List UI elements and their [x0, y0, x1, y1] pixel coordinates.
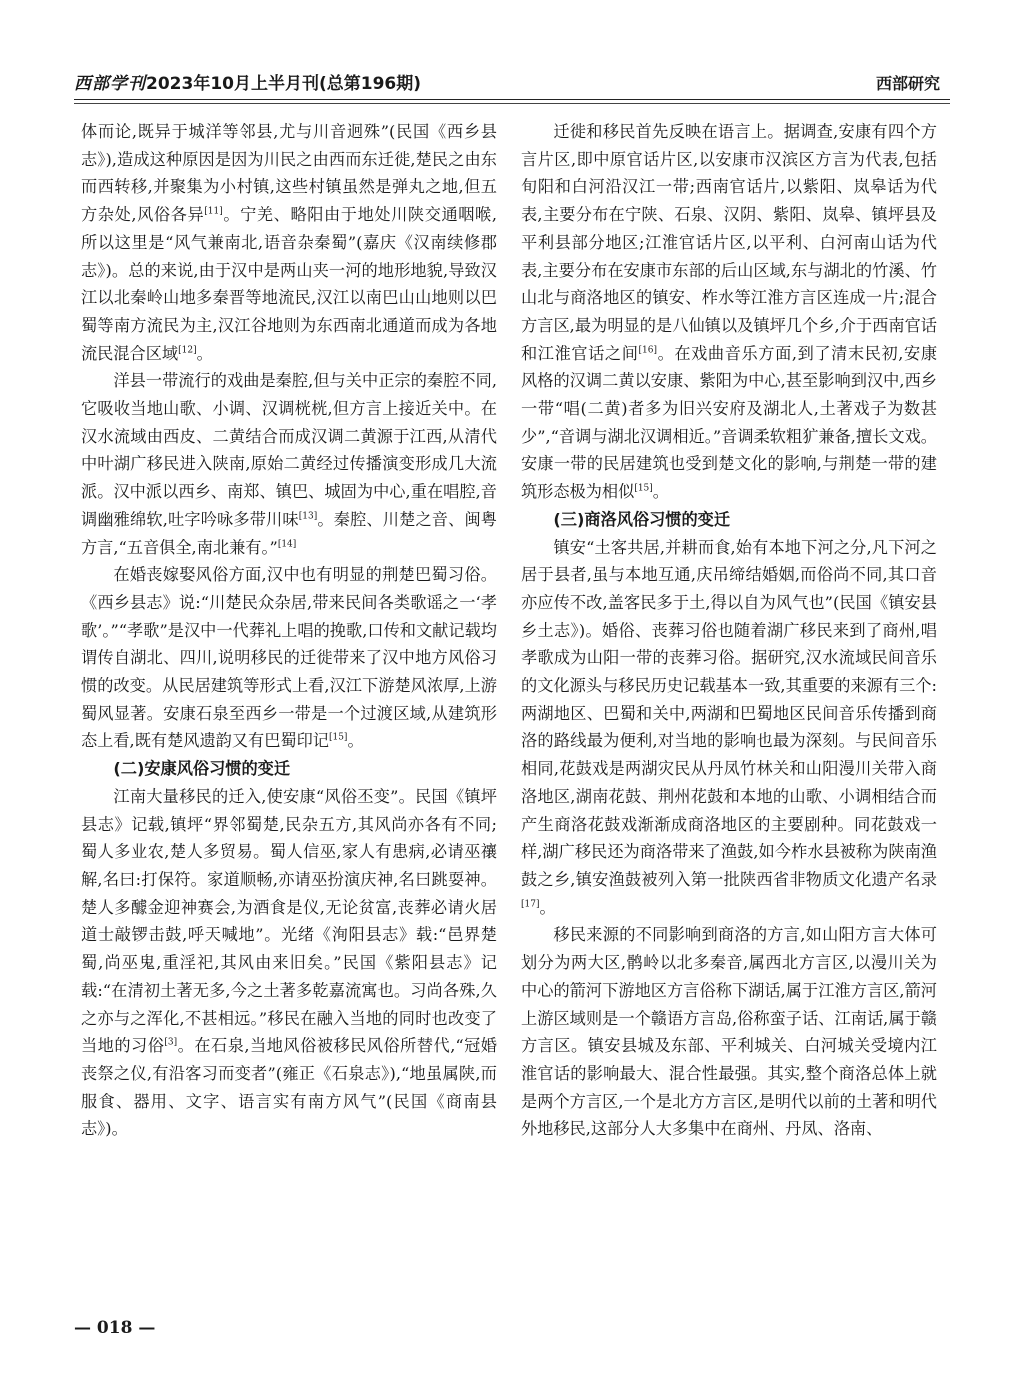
- paragraph: 迁徙和移民首先反映在语言上。据调查,安康有四个方言片区,即中原官话片区,以安康市汉滨区方言为代表,包括旬阳和白河沿汉江一带;西南官话片,以紫阳、岚皋话为代表,主要分布在宁陕、石泉、汉阴、紫阳、岚皋、镇坪县及平利县部分地区;江淮官话片区,以平利、白河南山话为代表,主要分布在安康市东部的后山区域,东与湖北的竹溪、竹山北与商洛地区的镇安、柞水等江淮方言区连成一片;混合方言区,最为明显的是八仙镇以及镇坪几个乡,介于西南官话和江淮官话之间[16]。在戏曲音乐方面,到了清末民初,安康风格的汉调二黄以安康、紫阳为中心,甚至影响到汉中,西乡一带“唱(二黄)者多为旧兴安府及湖北人,土著戏子为数甚少”,“音调与湖北汉调相近。”音调柔软粗犷兼备,擅长文戏。安康一带的民居建筑也受到楚文化的影响,与荆楚一带的建筑形态极为相似[15]。: [521, 122, 938, 502]
- page-number: — 018 —: [74, 1318, 156, 1338]
- paragraph: 体而论,既异于城洋等邻县,尤与川音迥殊”(民国《西乡县志》),造成这种原因是因为川民之由西而东迁徙,楚民之由东而西转移,并聚集为小村镇,这些村镇虽然是弹丸之地,但五方杂处,风俗各异[11]。宁羌、略阳由于地处川陕交通咽喉,所以这里是“风气兼南北,语音杂秦蜀”(嘉庆《汉南续修郡志》)。总的来说,由于汉中是两山夹一河的地形地貌,导致汉江以北秦岭山地多秦晋等地流民,汉江以南巴山山地则以巴蜀等南方流民为主,汉江谷地则为东西南北通道而成为各地流民混合区域[12]。: [81, 122, 497, 363]
- paragraph: 移民来源的不同影响到商洛的方言,如山阳方言大体可划分为两大区,鹘岭以北多秦音,属西北方言区,以漫川关为中心的箭河下游地区方言俗称下湖话,属于江淮方言区,箭河上游区域则是一个赣语方言岛,俗称蛮子话、江南话,属于赣方言区。镇安县城及东部、平利城关、白河城关受境内江淮官话的影响最大、混合性最强。其实,整个商洛总体上就是两个方言区,一个是北方方言区,是明代以前的土著和明代外地移民,这部分人大多集中在商州、丹凤、洛南、: [521, 925, 937, 1139]
- journal-logo: 西部学刊: [74, 74, 146, 94]
- paragraph: 在婚丧嫁娶风俗方面,汉中也有明显的荆楚巴蜀习俗。《西乡县志》说:“川楚民众杂居,带来民间各类歌谣之一‘孝歌’。”“孝歌”是汉中一代葬礼上唱的挽歌,口传和文献记载均谓传自湖北、四川,说明移民的迁徙带来了汉中地方风俗习惯的改变。从民居建筑等形式上看,汉江下游楚风浓厚,上游蜀风显著。安康石泉至西乡一带是一个过渡区域,从建筑形态上看,既有楚风遗韵又有巴蜀印记[15]。: [81, 565, 497, 751]
- right-column: [521, 118, 937, 1143]
- section-heading: (三)商洛风俗习惯的变迁: [553, 509, 731, 529]
- issue-label: 2023年10月上半月刊(总第196期): [146, 74, 421, 94]
- page-header: [74, 70, 950, 98]
- left-column: [81, 118, 497, 1143]
- journal-issue: [74, 70, 421, 98]
- section-title: 西部研究: [875, 74, 940, 93]
- paragraph: 洋县一带流行的戏曲是秦腔,但与关中正宗的秦腔不同,它吸收当地山歌、小调、汉调桄桄,但方言上接近关中。在汉水流域由西皮、二黄结合而成汉调二黄源于江西,从清代中叶湖广移民进入陕南,原始二黄经过传播演变形成几大流派。汉中派以西乡、南郑、镇巴、城固为中心,重在唱腔,音调幽雅绵软,吐字吟咏多带川味[13]。秦腔、川楚之音、闽粤方言,“五音俱全,南北兼有。”[14]: [81, 371, 497, 557]
- paragraph: 镇安“土客共居,并耕而食,始有本地下河之分,凡下河之居于县者,虽与本地互通,庆吊缔结婚姻,而俗尚不同,其口音亦应传不改,盖客民多于土,得以自为风气也”(民国《镇安县乡土志》)。婚俗、丧葬习俗也随着湖广移民来到了商州,唱孝歌成为山阳一带的丧葬习俗。据研究,汉水流域民间音乐的文化源头与移民历史记载基本一致,其重要的来源有三个:两湖地区、巴蜀和关中,两湖和巴蜀地区民间音乐传播到商洛的路线最为便利,对当地的影响也最为深刻。与民间音乐相同,花鼓戏是两湖灾民从丹凤竹林关和山阳漫川关带入商洛地区,湖南花鼓、荆州花鼓和本地的山歌、小调相结合而产生商洛花鼓戏渐渐成商洛地区的主要剧种。同花鼓戏一样,湖广移民还为商洛带来了渔鼓,如今柞水县被称为陕南渔鼓之乡,镇安渔鼓被列入第一批陕西省非物质文化遗产名录[17]。: [521, 537, 937, 917]
- section-heading: (二)安康风俗习惯的变迁: [113, 759, 291, 779]
- header-rule-thin: [74, 103, 950, 104]
- paragraph: 江南大量移民的迁入,使安康“风俗丕变”。民国《镇坪县志》记载,镇坪“界邻蜀楚,民杂五方,其风尚亦各有不同;蜀人多业农,楚人多贸易。蜀人信巫,家人有患病,必请巫禳解,名曰:打保符。家道顺畅,亦请巫扮演庆神,名曰跳耍神。楚人多醵金迎神赛会,为酒食是仪,无论贫富,丧葬必请火居道士敲锣击鼓,呼天喊地”。光绪《洵阳县志》载:“邑界楚蜀,尚巫鬼,重淫祀,其风由来旧矣。”民国《紫阳县志》记载:“在清初土著无多,今之土著多乾嘉流寓也。习尚各殊,久之亦与之浑化,不甚相远。”移民在融入当地的同时也改变了当地的习俗[3]。在石泉,当地风俗被移民风俗所替代,“冠婚丧祭之仪,有沿客习而变者”(雍正《石泉志》),“地虽属陕,而服食、器用、文字、语言实有南方风气”(民国《商南县志》)。: [81, 786, 497, 1139]
- header-rule: [74, 99, 950, 100]
